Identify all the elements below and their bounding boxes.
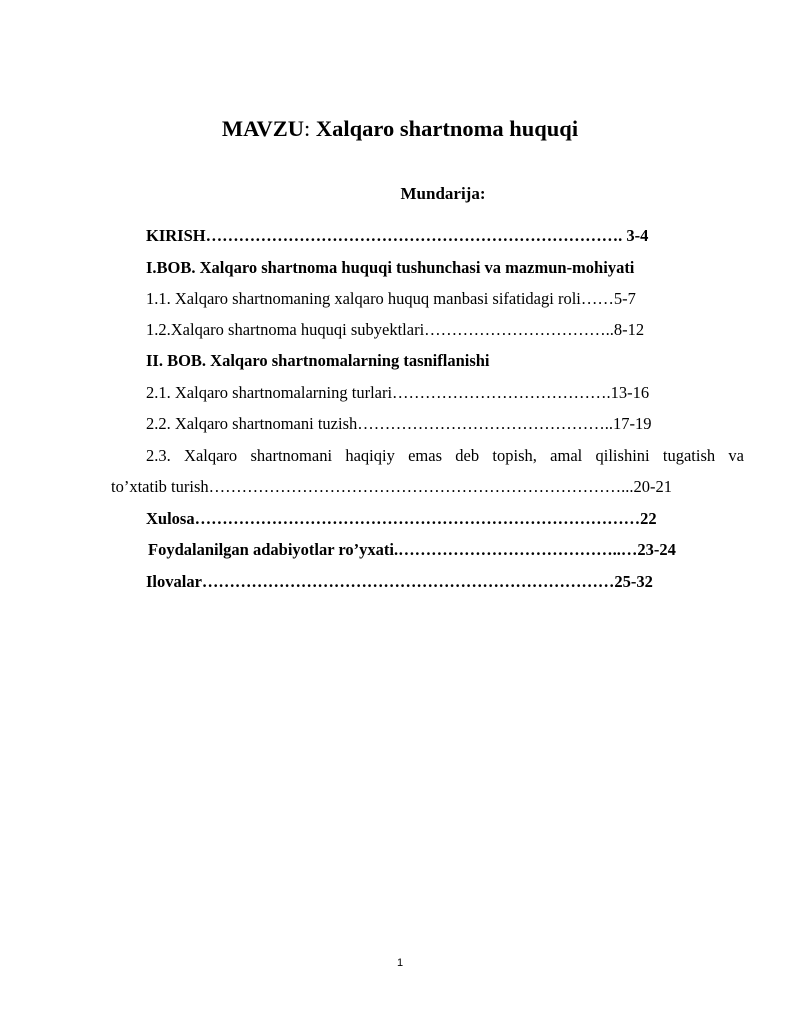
toc-entry-section-2-1: 2.1. Xalqaro shartnomalarning turlari………………………………….13-16	[146, 383, 650, 402]
toc-entry-section-1-2: 1.2.Xalqaro shartnoma huquqi subyektlari……………………………..8-12	[146, 320, 645, 339]
toc-word: deb	[455, 446, 480, 465]
toc-entry-section-2-2: 2.2. Xalqaro shartnomani tuzish………………………………………..17-19	[146, 414, 652, 433]
contents-heading: Mundarija:	[400, 184, 486, 203]
toc-entry-appendices: Ilovalar…………………………………………………………………25-32	[146, 572, 653, 591]
page-number: 1	[396, 957, 404, 969]
toc-word: va	[728, 446, 744, 465]
toc-entry-chapter-2: II. BOB. Xalqaro shartnomalarning tasniflanishi	[146, 351, 490, 370]
toc-word: 2.3.	[146, 446, 171, 465]
toc-word: shartnomani	[250, 446, 333, 465]
toc-entry-xulosa: Xulosa………………………………………………………………………22	[146, 509, 657, 528]
page-title	[0, 116, 800, 142]
toc-entry-section-2-3-continued: to’xtatib turish…………………………………………………………………...20-21	[111, 477, 672, 496]
toc-word: topish,	[492, 446, 537, 465]
toc-entry-section-2-3	[146, 446, 744, 466]
toc-word: qilishini	[595, 446, 650, 465]
toc-word: Xalqaro	[184, 446, 238, 465]
title-prefix: MAVZU	[221, 116, 305, 141]
toc-word: haqiqiy	[345, 446, 395, 465]
toc-word: amal	[550, 446, 583, 465]
toc-entry-chapter-1: I.BOB. Xalqaro shartnoma huquqi tushunchasi va mazmun-mohiyati	[146, 258, 635, 277]
toc-entry-kirish: KIRISH…………………………………………………………………. 3-4	[146, 226, 649, 245]
toc-entry-section-1-1: 1.1. Xalqaro shartnomaning xalqaro huquq manbasi sifatidagi roli……5-7	[146, 289, 636, 308]
toc-entry-bibliography: Foydalanilgan adabiyotlar ro’yxati.…………………………………..…23-24	[148, 540, 676, 559]
toc-word: tugatish	[662, 446, 716, 465]
title-topic: Xalqaro shartnoma huquqi	[310, 116, 579, 141]
title-colon: :	[304, 116, 311, 141]
toc-word: emas	[408, 446, 443, 465]
